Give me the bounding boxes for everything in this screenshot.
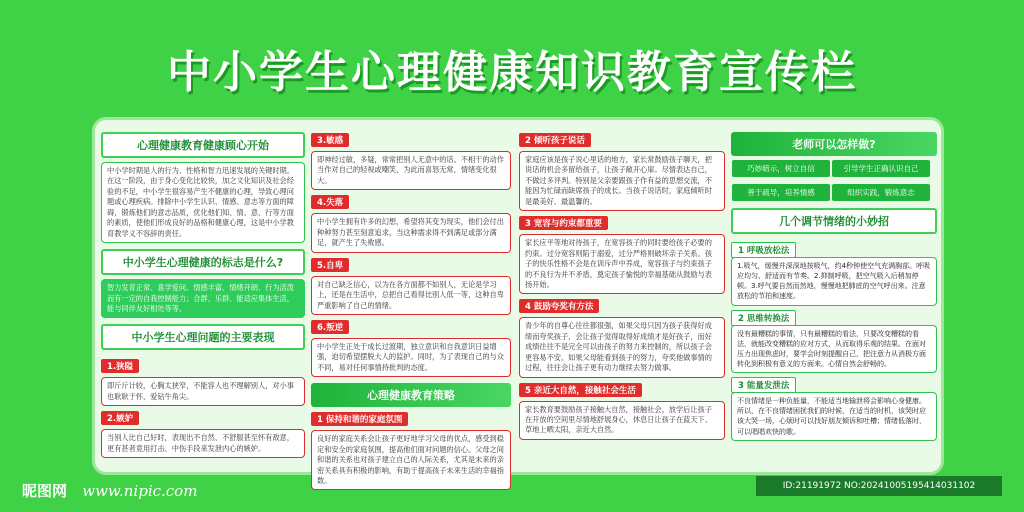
strategy-tag: 1 保持和谐的家庭氛围 [311,412,408,426]
id-bar: ID:21191972 NO:20241005195414031102 [756,476,1002,496]
problem-tag: 1.狭隘 [101,359,139,373]
method-text: 没有最糟糕的事情，只有最糟糕的看法，只要改变糟糕的看法，就能改变糟糕的应对方式，从而取得乐观的结果。在面对压力出现焦虑时，要学会时刻提醒自己，把注意力从消极方面转化到积极有意义的方面来。心情自然会舒畅的。 [731,325,937,374]
strategy-tag: 2 倾听孩子说话 [519,133,591,147]
board-panel [92,117,944,485]
strategy-tag: 4 鼓励夸奖有方法 [519,299,599,313]
method-text: 1.吸气，缓慢并深深地按吸气，约4秒钟使空气充满胸部。呼吸应均匀、舒适而有节奏。2.抑制呼吸，把空气吸入后稍加停顿。3.呼气要自然而然地，慢慢地把肺底的空气呼出来。注意放松的节拍和速度。 [731,257,937,306]
column-2 [311,128,511,485]
problem-tag: 2.嫉妒 [101,411,139,425]
strategy-tag: 3 宽容与约束都重要 [519,216,608,230]
problem-text: 即斤斤计较，心胸太狭窄，不能容人也不理解别人，对小事也耿耿于怀，爱钻牛角尖。 [101,377,305,406]
method-tag: 3 能量发泄法 [731,377,796,393]
problem-text: 对自己缺乏信心，以为在各方面都不如别人，无论是学习上，还是在生活中，总把自己看得比别人低一等，这种自卑严重影响了自己的情绪。 [311,276,511,315]
method-tag: 1 呼吸放松法 [731,242,796,258]
page-title: 中小学生心理健康知识教育宣传栏 [167,47,857,98]
section-heading: 心理健康教育健康顾心开始 [101,132,305,158]
section-heading: 中小学生心理问题的主要表现 [101,324,305,350]
problem-tag: 3.敏感 [311,133,349,147]
section-heading: 几个调节情绪的小妙招 [731,208,937,234]
problem-tag: 5.自卑 [311,258,349,272]
tip-chip: 善于疏导，培养情感 [732,184,830,201]
tip-chip: 巧妙暗示，树立自信 [732,160,830,177]
column-1 [101,128,305,464]
column-4 [731,128,937,464]
strategy-text: 良好的家庭关系会让孩子更好地学习父母的优点，感受到稳定和安全的家庭氛围，提高他们面对问题的信心。父母之间和谐的关系也对孩子建立自己的人际关系，尤其是未来的亲密关系具有积极的影响，有助于提高孩子未来生活的幸福指数。 [311,430,511,490]
watermark-site: www.nipic.com [82,482,198,500]
watermark-logo: 昵图网 [22,482,68,500]
section-heading: 中小学生心理健康的标志是什么? [101,249,305,275]
problem-text: 当别人比自己好时，表现出不自然、不舒服甚至怀有敌意，更有甚者竟用打击、中伤手段来发泄内心的嫉妒。 [101,429,305,458]
problem-text: 中小学生正处于成长过渡期，独立意识和自我意识日益增强，迫切希望摆脱大人的监护。同时，为了表现自己的与众不同，易对任何事情持批判的态度。 [311,338,511,377]
tip-chip: 组织实践，锻炼意志 [832,184,930,201]
section-heading: 心理健康教育策略 [311,383,511,407]
strategy-text: 青少年的自尊心往往都很强，如果父母只因为孩子获得好成绩而夸奖孩子，会让孩子觉得取得好成绩才是好孩子，而好成绩往往不是完全可以由孩子的努力来控制的，所以孩子会更容易不安。如果父母能看到孩子的努力，夸奖他做事情的过程，往往会让孩子更有动力继续去努力做事。 [519,317,725,377]
tip-chip: 引导学生正确认识自己 [832,160,930,177]
problem-text: 中小学生拥有许多的幻想，希望将其变为现实，他们会付出种种努力甚至刻意追求，当这种需求得不到满足或部分满足，就产生了失败感。 [311,213,511,252]
strategy-text: 家长教育要鼓励孩子接触大自然，接触社会。放学后让孩子在开放的空间里尽情地舒展身心，休息日让孩子在蓝天下、草地上晒太阳，亲近大自然。 [519,401,725,440]
strategy-text: 家庭应该是孩子说心里话的地方，家长常鼓励孩子聊天，把说话的机会多留给孩子，让孩子敞开心扉。尽情表达自己，不做过多评判。特别是父亲要跟孩子作有益的思想交流，不能因为忙碌而缺席孩子的成长。当孩子说话时，家庭倾听时是最美好、最温馨的。 [519,151,725,211]
method-text: 不良情绪是一种负能量，不能适当地输泄将会影响心身健康。所以，在不良情绪困扰我们的时候，在适当的时机，该哭时应该大哭一场，心烦时可以找好朋友倾诉和吐槽；情绪低落时，可以唱唱欢快的歌。 [731,392,937,441]
teacher-tips [731,156,937,204]
problem-tag: 6.叛逆 [311,320,349,334]
watermark [22,480,197,501]
strategy-tag: 5 亲近大自然，接触社会生活 [519,383,642,397]
strategy-text: 家长应平等地对待孩子，在宽容孩子的同时要给孩子必要的约束。过分宽容则陷于溺爱，过分严格则破坏亲子关系。孩子的快乐性格不会是在训斥声中养成，宽容孩子与约束孩子的不良行为并不矛盾，奠定孩子愉悦的幸福基础从鼓励与表扬开始。 [519,234,725,294]
section-heading: 老师可以怎样做? [731,132,937,156]
method-tag: 2 思维转换法 [731,310,796,326]
column-3 [519,128,725,464]
intro-text: 中小学时期是人的行为、性格和智力迅速发展的关键时期。在这一阶段，由于身心变化比较快，加之文化知识及社会经验的不足，中小学生很容易产生不健康的心理，导致心理问题或心理疾病。排除中小学生认识、情感、意志等方面的障碍，锻炼他们的意志品质，优化他们知、情、意、行等方面的素质，使他们形成良好的品格和健康心理，这是中小学教育教学义不容辞的责任。 [101,162,305,243]
marks-text: 智力发育正常、喜学爱问、情感丰富、情绪开朗、行为活泼而有一定的自我控制能力；合群、乐群、能适应集体生活，能与同伴友好相处等等。 [101,279,305,318]
problem-tag: 4.失落 [311,195,349,209]
problem-text: 即神经过敏，多疑，常常把别人无意中的话、不相干的动作当作对自己的轻视或嘲笑，为此而喜怒无常，情绪变化很大。 [311,151,511,190]
